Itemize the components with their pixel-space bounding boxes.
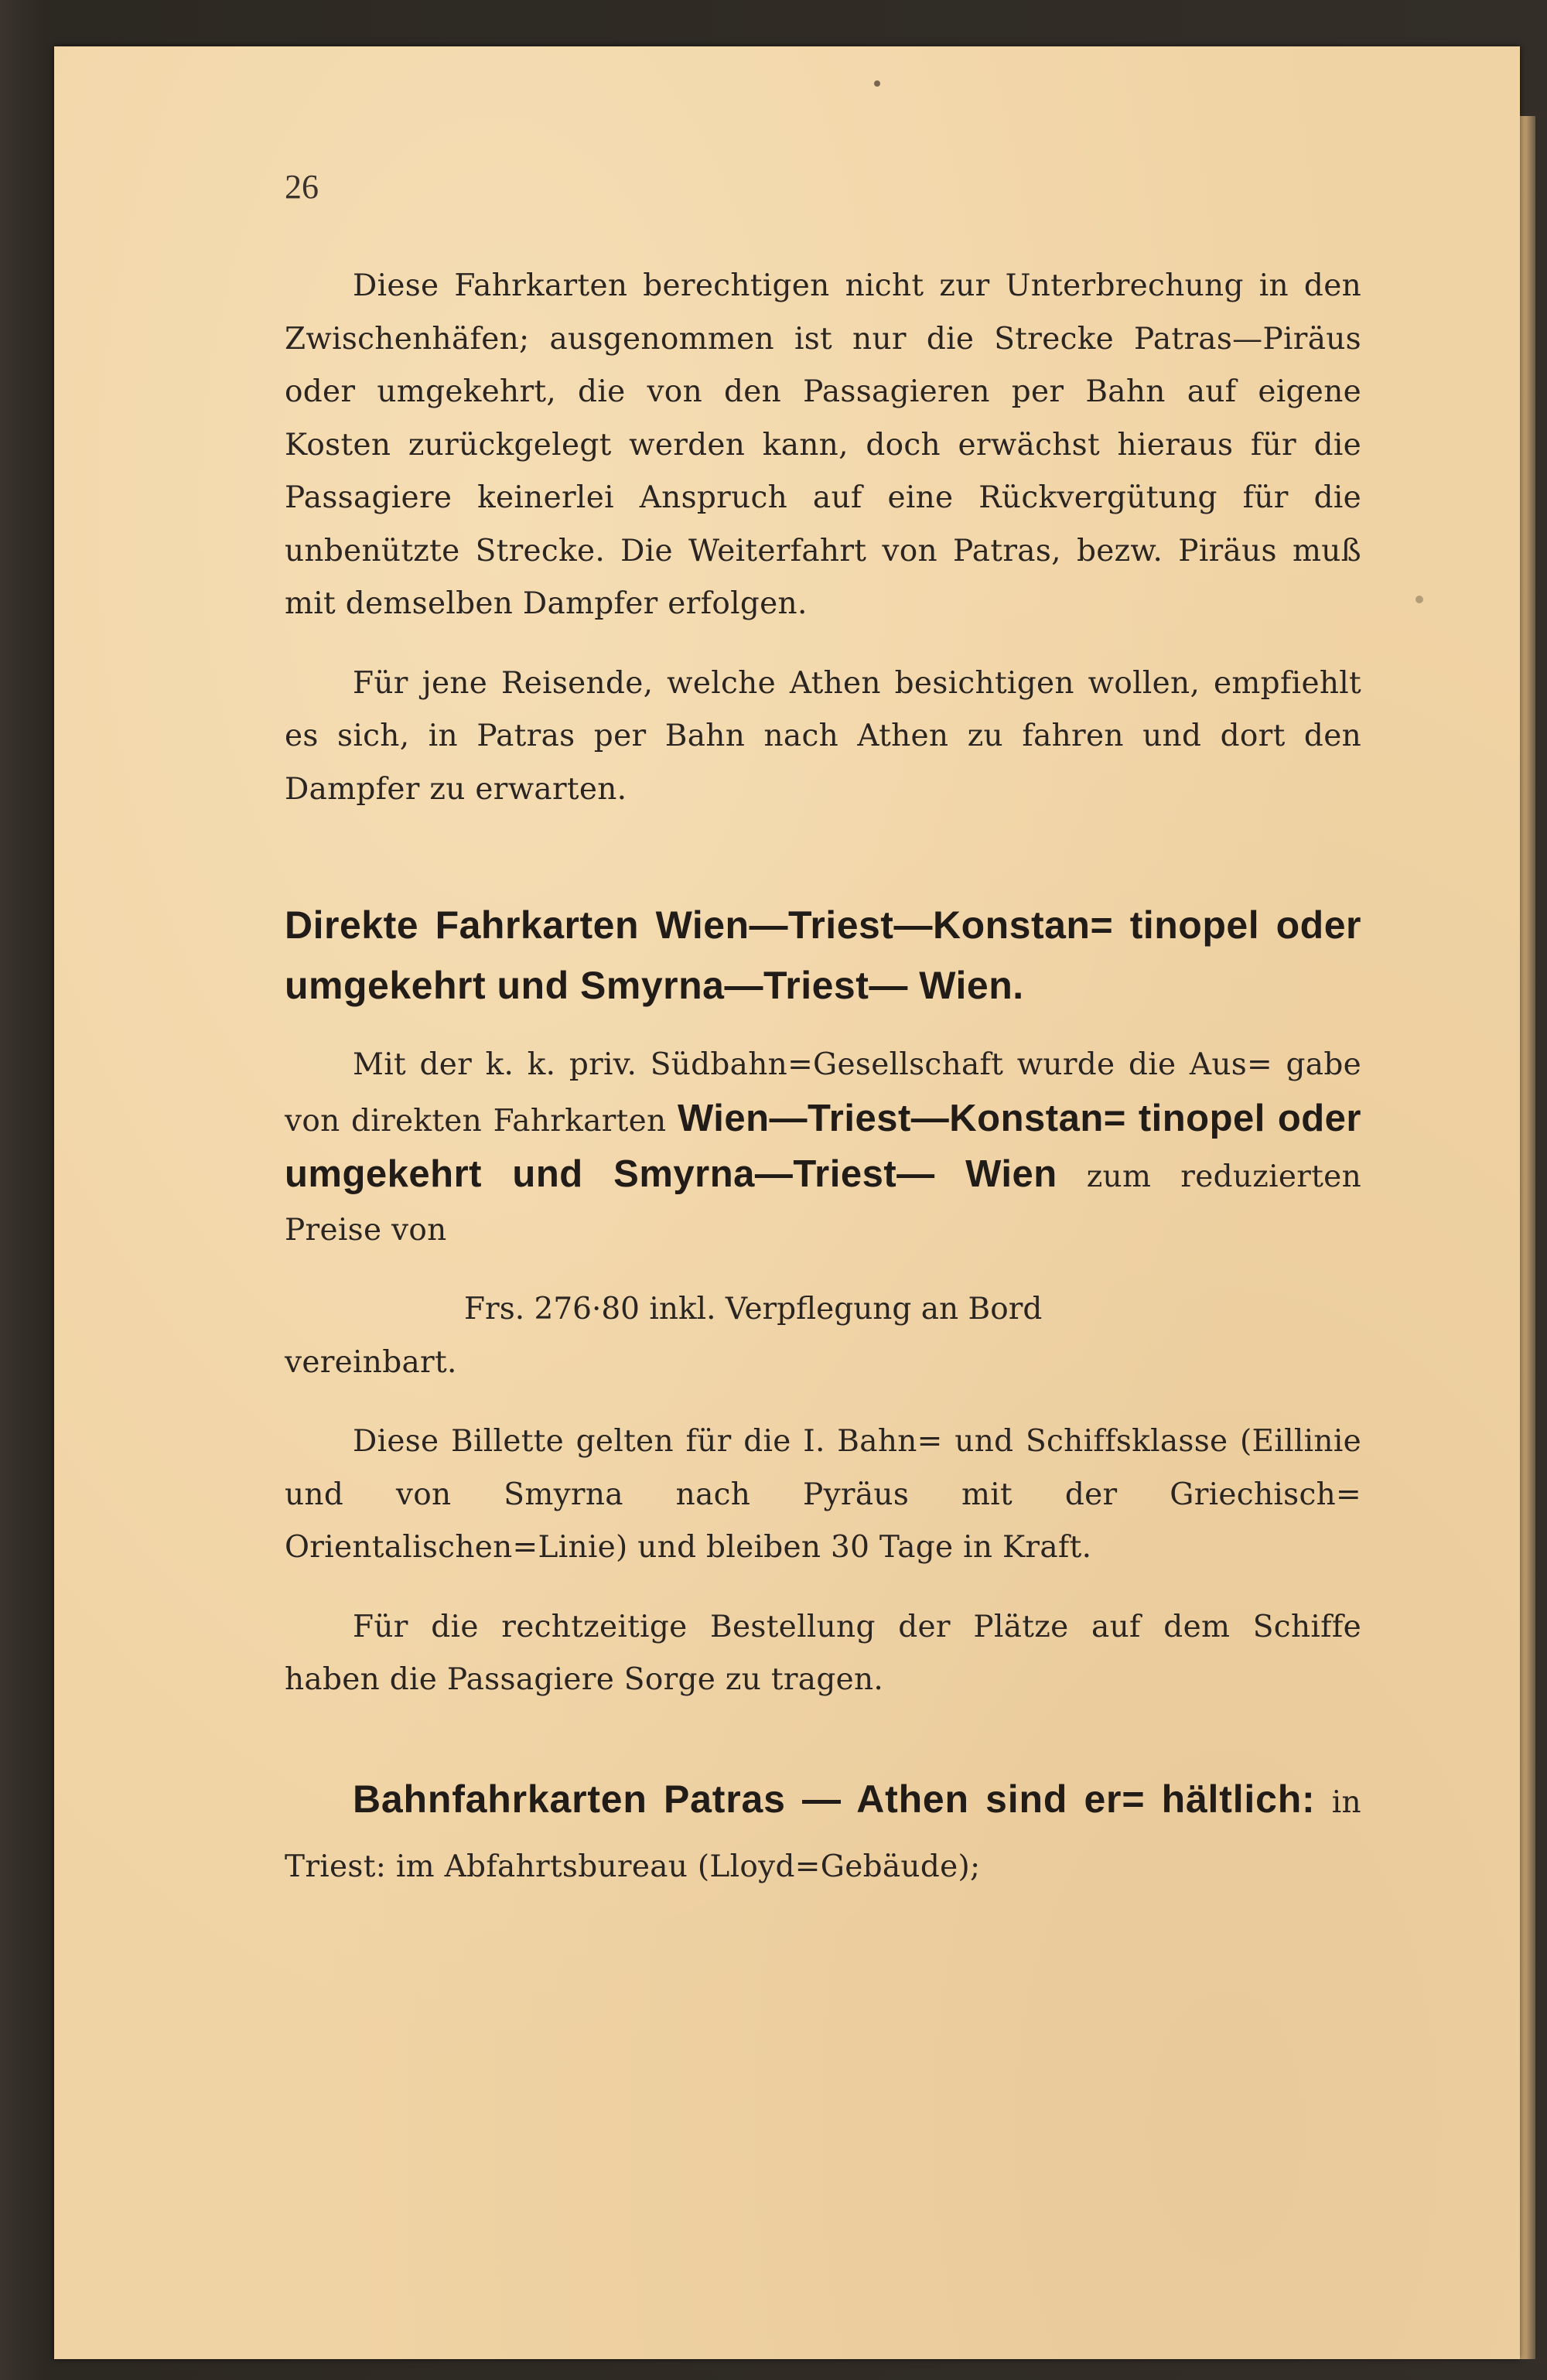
heading-rest: in Triest: im Abfahrtsbureau (Lloyd=Gebäude); — [285, 1784, 1361, 1884]
route-bold: Wien—Triest—Konstan= tinopel oder umgekehrt und Smyrna—Triest— Wien — [285, 1097, 1362, 1195]
paper-speck — [874, 80, 880, 87]
paragraph-ticket-class: Diese Billette gelten für die I. Bahn= und Schiffsklasse (Eillinie und von Smyrna nach Pyräus mit der Griechisch= Orientalischen=Linie) und bleiben 30 Tage in Kraft. — [285, 1424, 1361, 1565]
section-heading-direct-tickets: Direkte Fahrkarten Wien—Triest—Konstan= tinopel oder umgekehrt und Smyrna—Triest— Wien. — [285, 903, 1361, 1007]
paragraph-text: Mit der k. k. priv. Südbahn=Gesellschaft wurde die Aus= gabe von direkten Fahrkarten — [285, 1047, 1361, 1139]
paragraph-text: zum reduzierten Preise von — [285, 1159, 1361, 1248]
price-line: Frs. 276·80 inkl. Verpflegung an Bord — [464, 1292, 1043, 1327]
section-heading-rail-tickets — [285, 1769, 1361, 1897]
paper-speck — [1416, 596, 1423, 603]
paragraph-reservation: Für die rechtzeitige Bestellung der Plätze auf dem Schiffe haben die Passagiere Sorge zu tragen. — [285, 1609, 1361, 1697]
page-content — [285, 170, 1361, 1897]
paragraph-ticket-validity: Diese Fahrkarten berechtigen nicht zur Unterbrechung in den Zwischenhäfen; ausgenommen ist nur die Strecke Patras—Piräus oder umgekehrt, die von den Passagieren per Bahn auf eigene Kosten zurückgelegt werden kann, doch erwächst hieraus für die Passagiere keinerlei Anspruch auf eine Rückvergütung für die unbenützte Strecke. Die Weiterfahrt von Patras, bezw. Piräus muß mit demselben Dampfer erfolgen. — [285, 268, 1361, 621]
page-number: 26 — [285, 168, 319, 206]
paragraph-suedbahn-agreement — [285, 1039, 1361, 1257]
heading-bold: Bahnfahrkarten Patras — Athen sind er= hältlich: — [353, 1777, 1316, 1821]
paragraph-agreed: vereinbart. — [285, 1344, 457, 1380]
paragraph-athens-visit: Für jene Reisende, welche Athen besichtigen wollen, empfiehlt es sich, in Patras per Bahn nach Athen zu fahren und dort den Dampfer zu erwarten. — [285, 665, 1361, 807]
